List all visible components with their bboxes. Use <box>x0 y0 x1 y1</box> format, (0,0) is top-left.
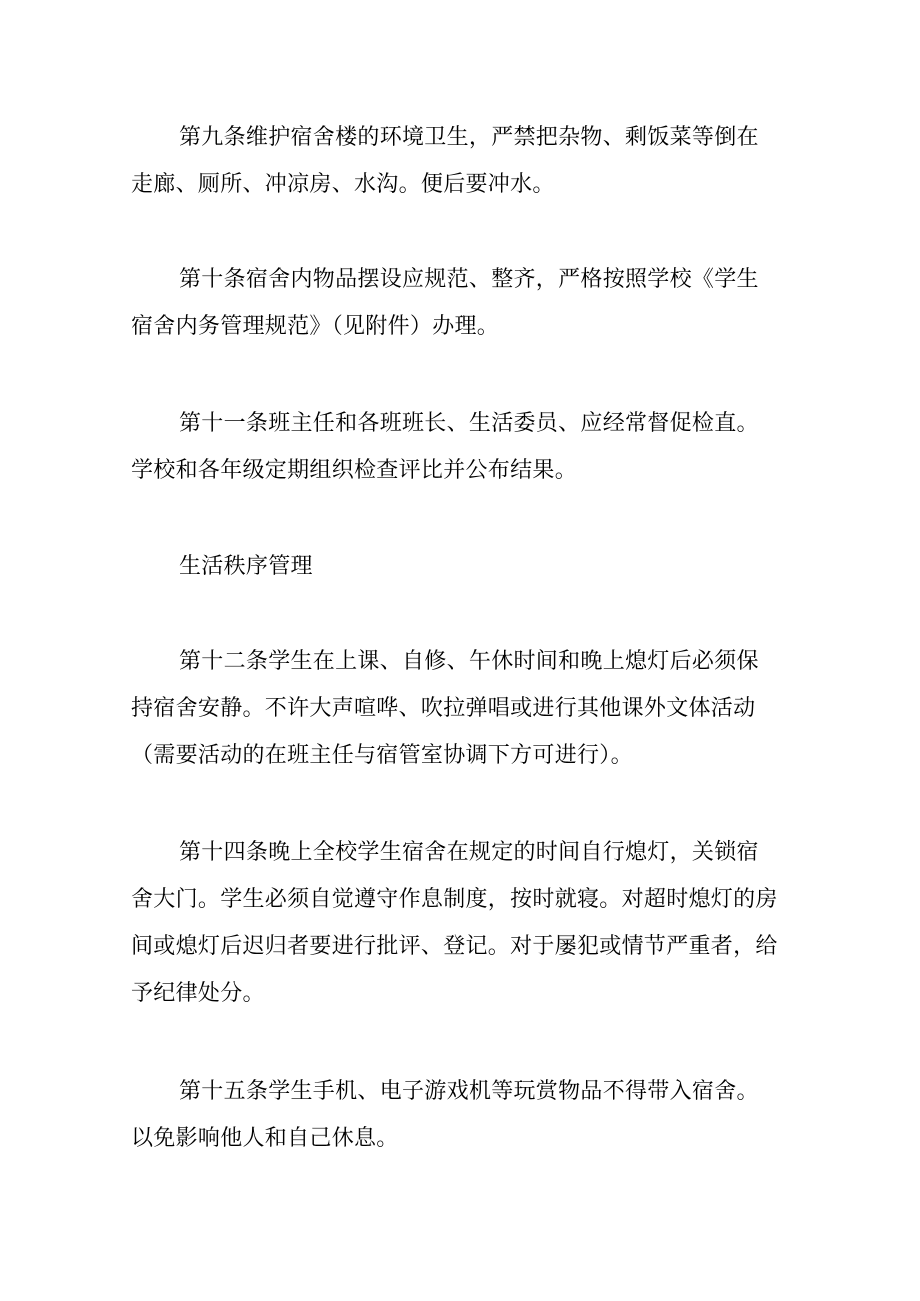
text-line: 第十五条学生手机、电子游戏机等玩赏物品不得带入宿舍。 <box>179 1079 759 1104</box>
paragraph-article-11 <box>131 400 801 494</box>
paragraph-article-10 <box>131 256 801 350</box>
heading-text: 生活秩序管理 <box>179 554 313 579</box>
paragraph-article-14 <box>131 829 801 1017</box>
text-line: 第九条维护宿舍楼的环境卫生，严禁把杂物、剩饭菜等倒在 <box>179 125 759 150</box>
text-line: 间或熄灯后迟归者要进行批评、登记。对于屡犯或情节严重者，给 <box>131 934 778 959</box>
paragraph-article-15 <box>131 1068 801 1162</box>
section-heading <box>131 543 801 590</box>
text-line: 学校和各年级定期组织检查评比并公布结果。 <box>131 458 578 483</box>
text-line: 舍大门。学生必须自觉遵守作息制度，按时就寝。对超时熄灯的房 <box>131 887 778 912</box>
text-line: （需要活动的在班主任与宿管室协调下方可进行）。 <box>131 743 633 768</box>
text-line: 持宿舍安静。不许大声喧哗、吹拉弹唱或进行其他课外文体活动 <box>131 696 756 721</box>
text-line: 第十二条学生在上课、自修、午休时间和晚上熄灯后必须保 <box>179 649 759 674</box>
text-line: 以免影响他人和自己休息。 <box>131 1126 399 1151</box>
text-line: 宿舍内务管理规范》（见附件）办理。 <box>131 314 500 339</box>
text-line: 予纪律处分。 <box>131 981 265 1006</box>
text-line: 走廊、厕所、冲凉房、水沟。便后要冲水。 <box>131 172 555 197</box>
text-line: 第十一条班主任和各班班长、生活委员、应经常督促检直。 <box>179 411 759 436</box>
text-line: 第十四条晚上全校学生宿舍在规定的时间自行熄灯，关锁宿 <box>179 840 759 865</box>
paragraph-article-9 <box>131 114 801 208</box>
text-line: 第十条宿舍内物品摆设应规范、整齐，严格按照学校《学生 <box>179 267 759 292</box>
paragraph-article-12 <box>131 638 801 779</box>
